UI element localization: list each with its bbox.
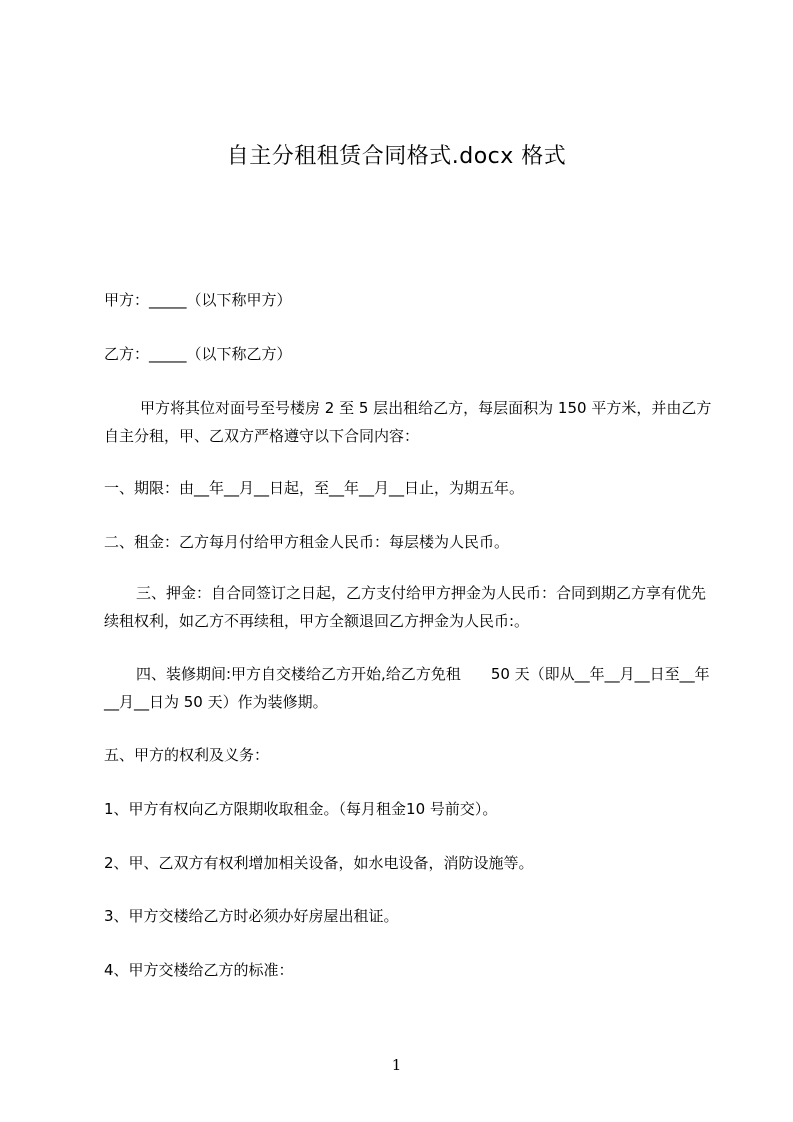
party-a-line: 甲方：_____（以下称甲方） — [104, 291, 292, 309]
party-b-line: 乙方：_____（以下称乙方） — [104, 345, 292, 363]
clause-deposit: 三、押金：自合同签订之日起，乙方支付给甲方押金为人民币：合同到期乙方享有优先续租权利，如乙方不再续租，甲方全额退回乙方押金为人民币:。 — [104, 584, 707, 630]
rights-item-3: 3、甲方交楼给乙方时必须办好房屋出租证。 — [104, 907, 399, 925]
intro-paragraph: 甲方将其位对面号至号楼房 2 至 5 层出租给乙方，每层面积为 150 平方米，并由乙方自主分租，甲、乙双方严格遵守以下合同内容： — [104, 399, 712, 445]
rights-item-4: 4、甲方交楼给乙方的标准： — [104, 961, 294, 979]
clause-rent: 二、租金：乙方每月付给甲方租金人民币：每层楼为人民币。 — [104, 533, 510, 551]
page-number: 1 — [391, 1056, 402, 1074]
clause-renovation: 四、装修期间:甲方自交楼给乙方开始,给乙方免租 50 天（即从__年__月__日至__年__月__日为 50 天）作为装修期。 — [104, 665, 710, 711]
rights-item-1: 1、甲方有权向乙方限期收取租金。（每月租金10 号前交）。 — [104, 800, 498, 818]
rights-item-2: 2、甲、乙双方有权利增加相关设备，如水电设备，消防设施等。 — [104, 854, 534, 872]
clause-term: 一、期限：由__年__月__日起，至__年__月__日止，为期五年。 — [104, 479, 525, 497]
document-title: 自主分租租赁合同格式.docx 格式 — [226, 144, 567, 169]
clause-rights-heading: 五、甲方的权利及义务： — [104, 746, 270, 764]
